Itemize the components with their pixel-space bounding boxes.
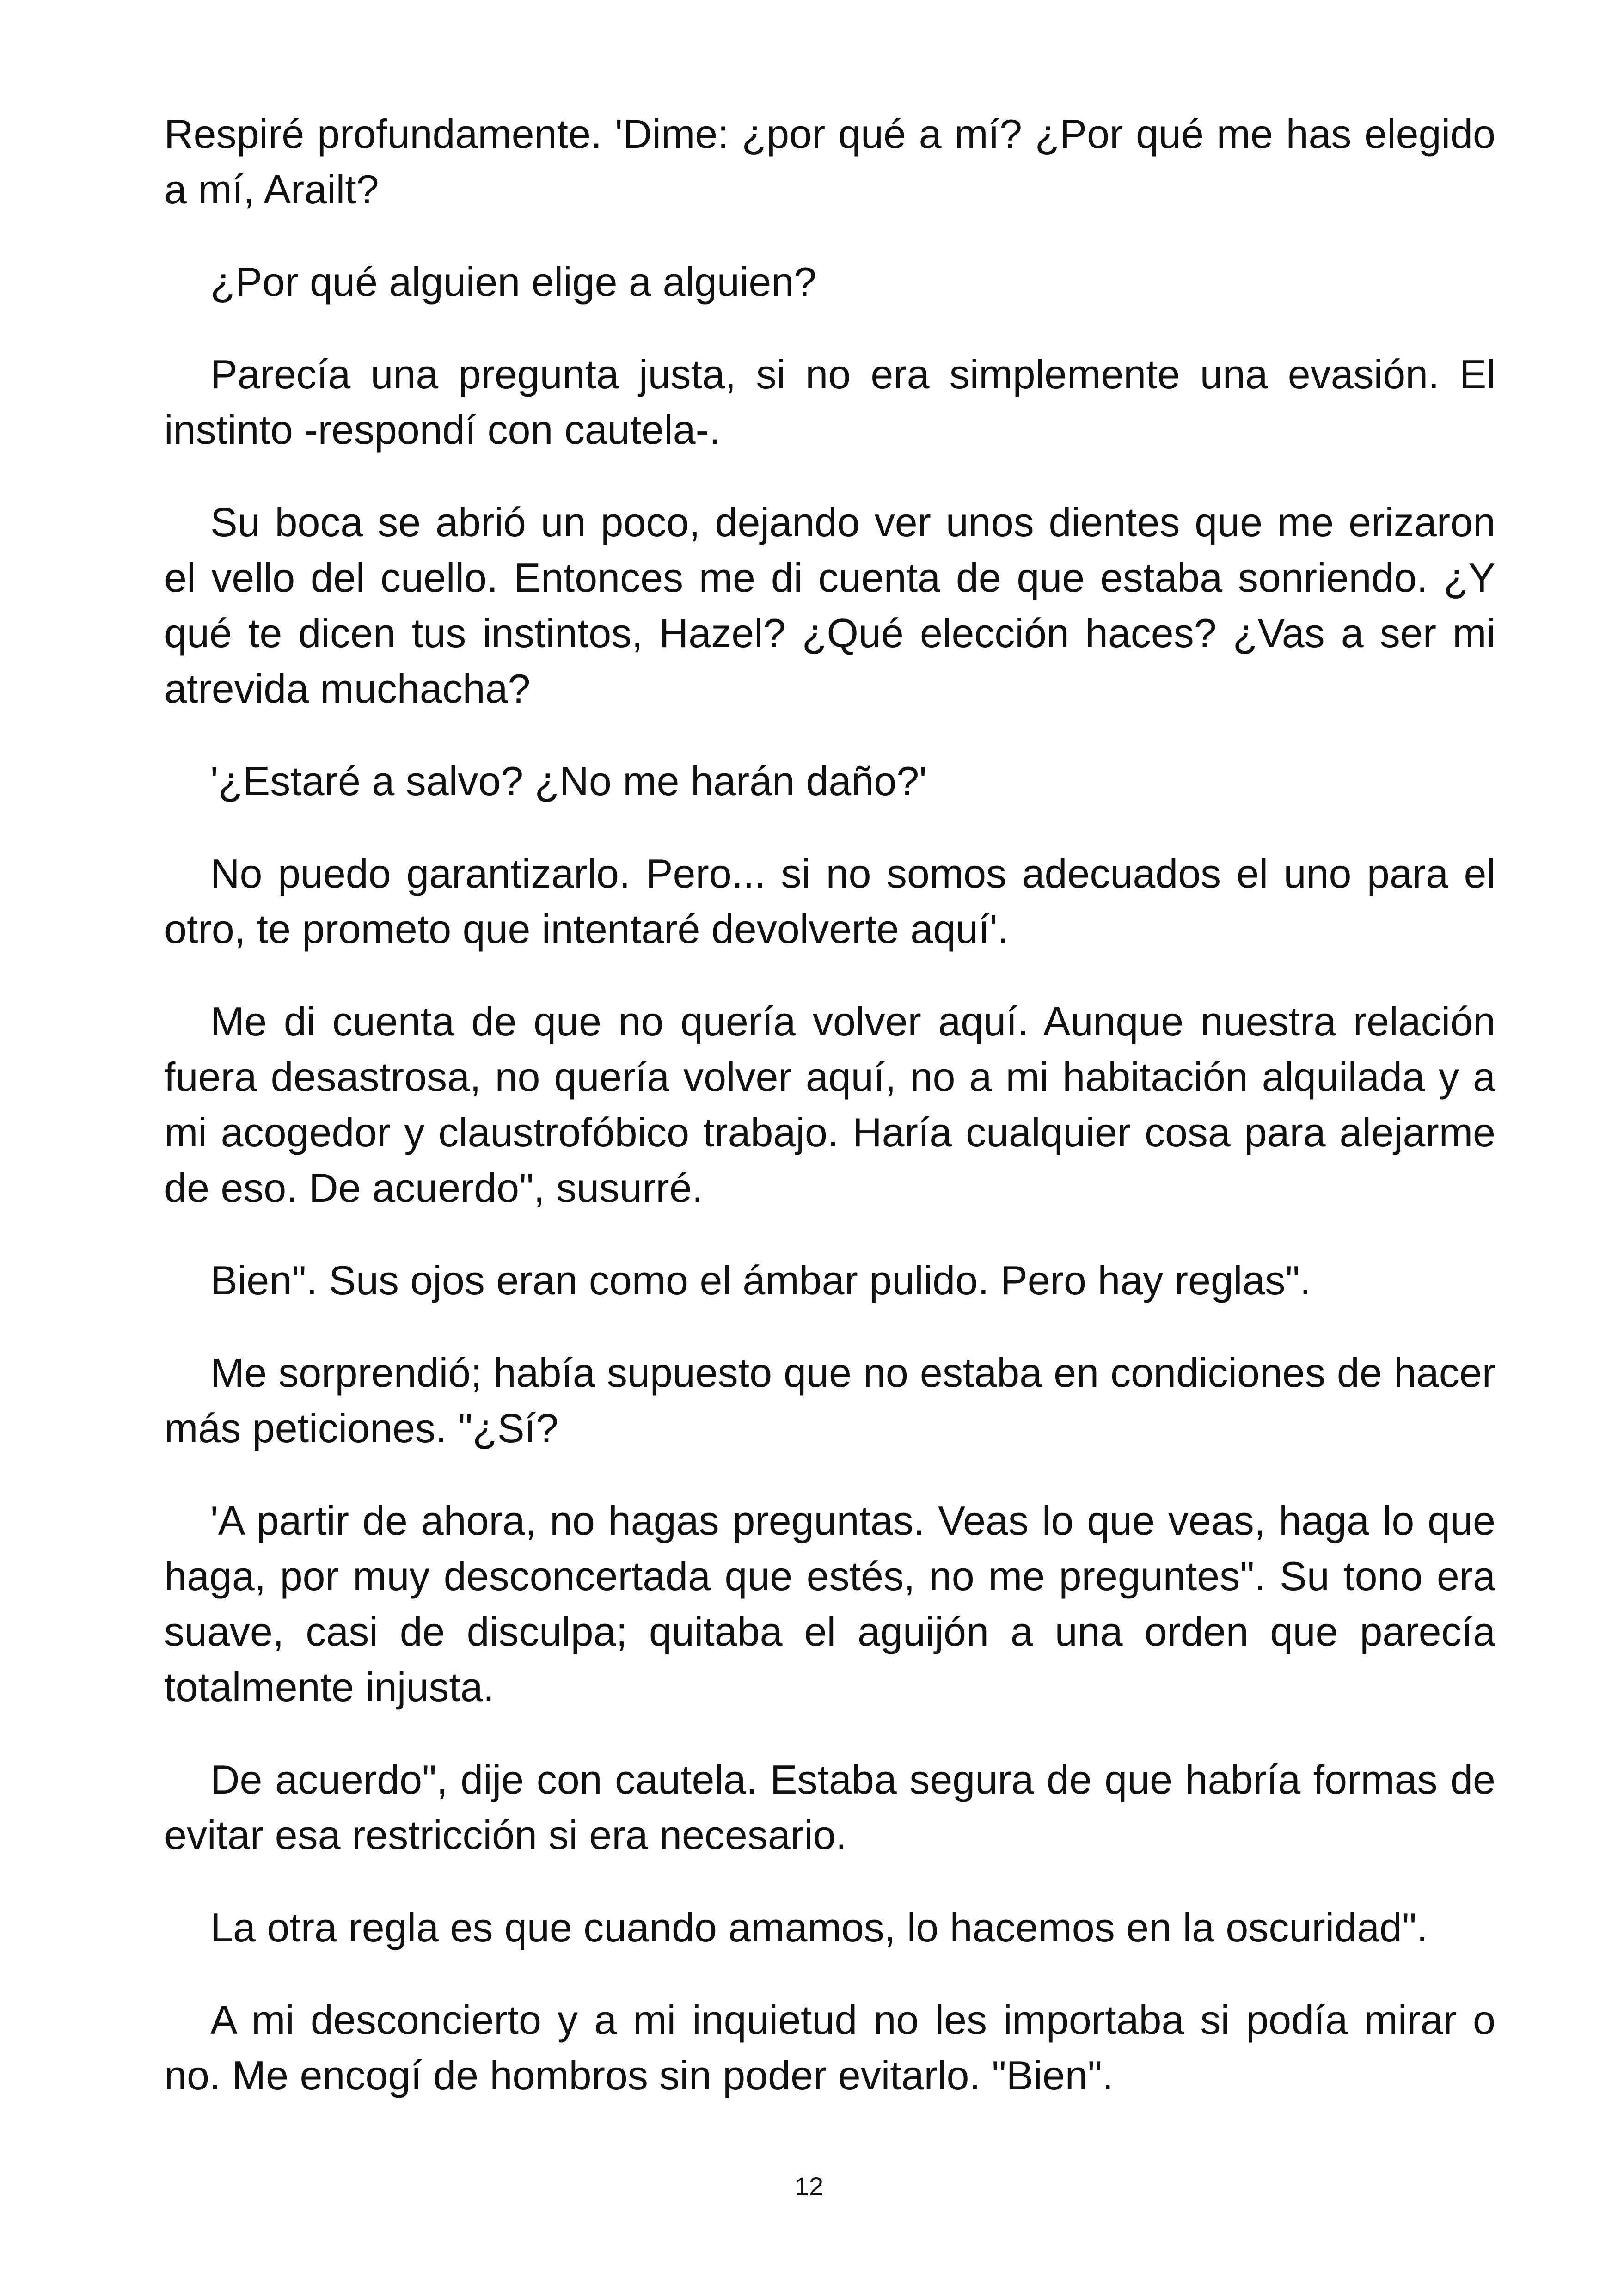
paragraph: Su boca se abrió un poco, dejando ver unos dientes que me erizaron el vello del cuello. Entonces me di cuenta de que estaba sonriendo. ¿Y qué te dicen tus instintos, Hazel? ¿Qué elección haces? ¿Vas a ser mi atrevida muchacha? bbox=[164, 499, 1495, 711]
paragraph: No puedo garantizarlo. Pero... si no somos adecuados el uno para el otro, te prometo que intentaré devolverte aquí'. bbox=[164, 851, 1495, 952]
paragraph: Bien". Sus ojos eran como el ámbar pulido. Pero hay reglas". bbox=[210, 1257, 1312, 1303]
paragraph: La otra regla es que cuando amamos, lo hacemos en la oscuridad". bbox=[210, 1904, 1428, 1950]
paragraph: A mi desconcierto y a mi inquietud no les importaba si podía mirar o no. Me encogí de hombros sin poder evitarlo. "Bien". bbox=[164, 1997, 1495, 2098]
paragraph: '¿Estaré a salvo? ¿No me harán daño?' bbox=[210, 758, 927, 804]
paragraph: Me di cuenta de que no quería volver aquí. Aunque nuestra relación fuera desastrosa, no quería volver aquí, no a mi habitación alquilada y a mi acogedor y claustrofóbico trabajo. Haría cualquier cosa para alejarme de eso. De acuerdo", susurré. bbox=[164, 998, 1495, 1211]
paragraph: Parecía una pregunta justa, si no era simplemente una evasión. El instinto -respondí con cautela-. bbox=[164, 351, 1495, 453]
paragraph: Me sorprendió; había supuesto que no estaba en condiciones de hacer más peticiones. "¿Sí? bbox=[164, 1350, 1495, 1451]
paragraph: De acuerdo", dije con cautela. Estaba segura de que habría formas de evitar esa restricción si era necesario. bbox=[164, 1757, 1495, 1858]
paragraph: ¿Por qué alguien elige a alguien? bbox=[210, 259, 817, 305]
paragraph: Respiré profundamente. 'Dime: ¿por qué a mí? ¿Por qué me has elegido a mí, Arailt? bbox=[164, 111, 1495, 212]
paragraph: 'A partir de ahora, no hagas preguntas. Veas lo que veas, haga lo que haga, por muy desconcertada que estés, no me preguntes". Su tono era suave, casi de disculpa; quitaba el aguijón a una orden que parecía totalmente injusta. bbox=[164, 1498, 1495, 1710]
body-text bbox=[164, 106, 1495, 2103]
page-number: 12 bbox=[794, 2172, 824, 2201]
